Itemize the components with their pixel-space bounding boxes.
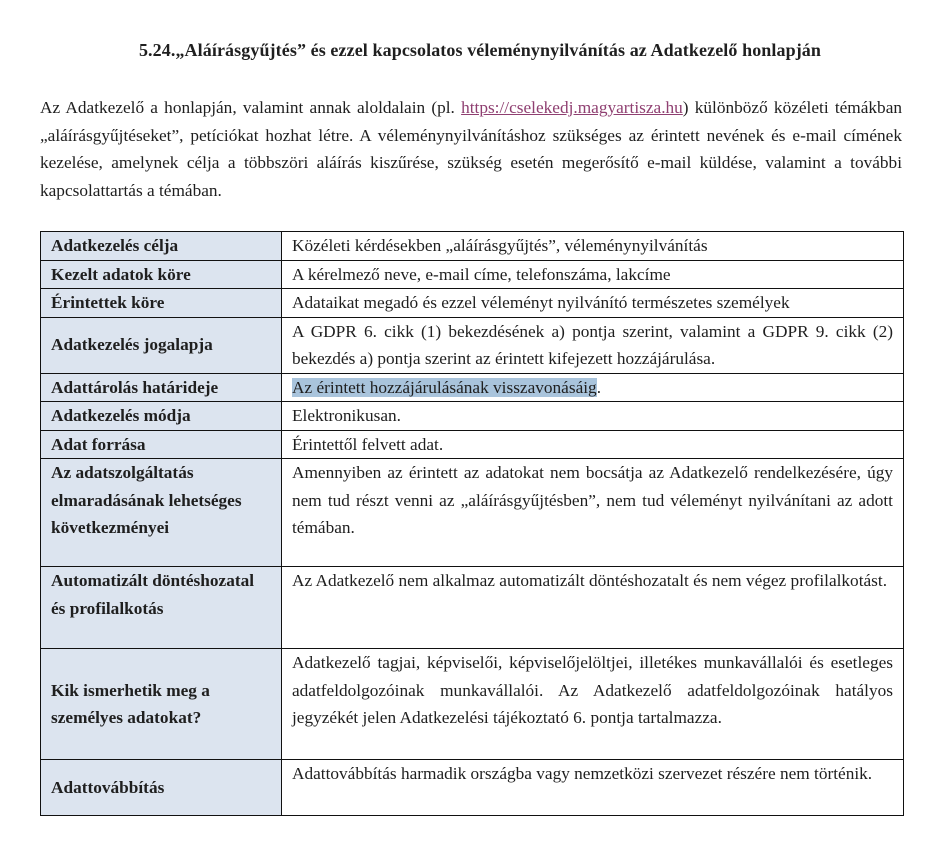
row-value: A kérelmező neve, e-mail címe, telefonszáma, lakcíme <box>282 260 904 289</box>
row-value: Elektronikusan. <box>282 402 904 431</box>
intro-paragraph <box>40 94 902 204</box>
row-label: Adattovábbítás <box>41 760 282 816</box>
table-row <box>41 232 904 261</box>
row-label: Automatizált döntéshozatal és profilalkotás <box>41 567 282 649</box>
row-value: Adatkezelő tagjai, képviselői, képviselőjelöltjei, illetékes munkavállalói és esetleges adatfeldolgozóinak munkavállalói. Az Adatkezelő adatfeldolgozóinak hatályos jegyzékét jelen Adatkezelési tájékoztató 6. pontja tartalmazza. <box>282 649 904 760</box>
row-value: Adattovábbítás harmadik országba vagy nemzetközi szervezet részére nem történik. <box>282 760 904 816</box>
row-label: Kik ismerhetik meg a személyes adatokat? <box>41 649 282 760</box>
row-label: Az adatszolgáltatás elmaradásának lehetséges következményei <box>41 459 282 567</box>
data-processing-table <box>40 231 904 816</box>
row-value: Amennyiben az érintett az adatokat nem bocsátja az Adatkezelő rendelkezésére, úgy nem tud részt venni az „aláírásgyűjtésben”, nem tud véleményt nyilvánítani az adott témában. <box>282 459 904 567</box>
row-label: Adatkezelés módja <box>41 402 282 431</box>
row-value: A GDPR 6. cikk (1) bekezdésének a) pontja szerint, valamint a GDPR 9. cikk (2) bekezdés a) pontja szerint az érintett kifejezett hozzájárulása. <box>282 317 904 373</box>
table-row <box>41 567 904 649</box>
row-label: Adat forrása <box>41 430 282 459</box>
table-row <box>41 459 904 567</box>
row-value: Érintettől felvett adat. <box>282 430 904 459</box>
selected-text[interactable]: Az érintett hozzájárulásának visszavonásáig <box>292 377 597 397</box>
row-value: Az Adatkezelő nem alkalmaz automatizált döntéshozatalt és nem végez profilalkotást. <box>282 567 904 649</box>
row-label: Érintettek köre <box>41 289 282 318</box>
table-row <box>41 289 904 318</box>
section-heading: 5.24.„Aláírásgyűjtés” és ezzel kapcsolatos véleménynyilvánítás az Adatkezelő honlapján <box>138 40 822 60</box>
row-value <box>282 373 904 402</box>
table-row <box>41 430 904 459</box>
intro-text-after: ) különböző közéleti témákban „aláírásgyűjtéseket”, petíciókat hozhat létre. A véleménynyilvánításhoz szükséges az érintett nevének és e-mail címének kezelése, amelynek célja a többszöri aláírás kiszűrése, szükség esetén megerősítő e-mail küldése, valamint a további kapcsolattartás a témában. <box>40 98 903 200</box>
row-value-tail: . <box>596 377 602 397</box>
row-label: Adatkezelés célja <box>41 232 282 261</box>
table-row <box>41 402 904 431</box>
intro-text-before: Az Adatkezelő a honlapján, valamint annak aloldalain (pl. <box>40 98 462 117</box>
table-row <box>41 760 904 816</box>
table-row <box>41 373 904 402</box>
row-value: Adataikat megadó és ezzel véleményt nyilvánító természetes személyek <box>282 289 904 318</box>
row-value: Közéleti kérdésekben „aláírásgyűjtés”, véleménynyilvánítás <box>282 232 904 261</box>
table-row <box>41 260 904 289</box>
table-row <box>41 317 904 373</box>
row-label: Adatkezelés jogalapja <box>41 317 282 373</box>
row-label: Kezelt adatok köre <box>41 260 282 289</box>
table-row <box>41 649 904 760</box>
row-label: Adattárolás határideje <box>41 373 282 402</box>
site-link[interactable]: https://cselekedj.magyartisza.hu <box>461 98 683 117</box>
